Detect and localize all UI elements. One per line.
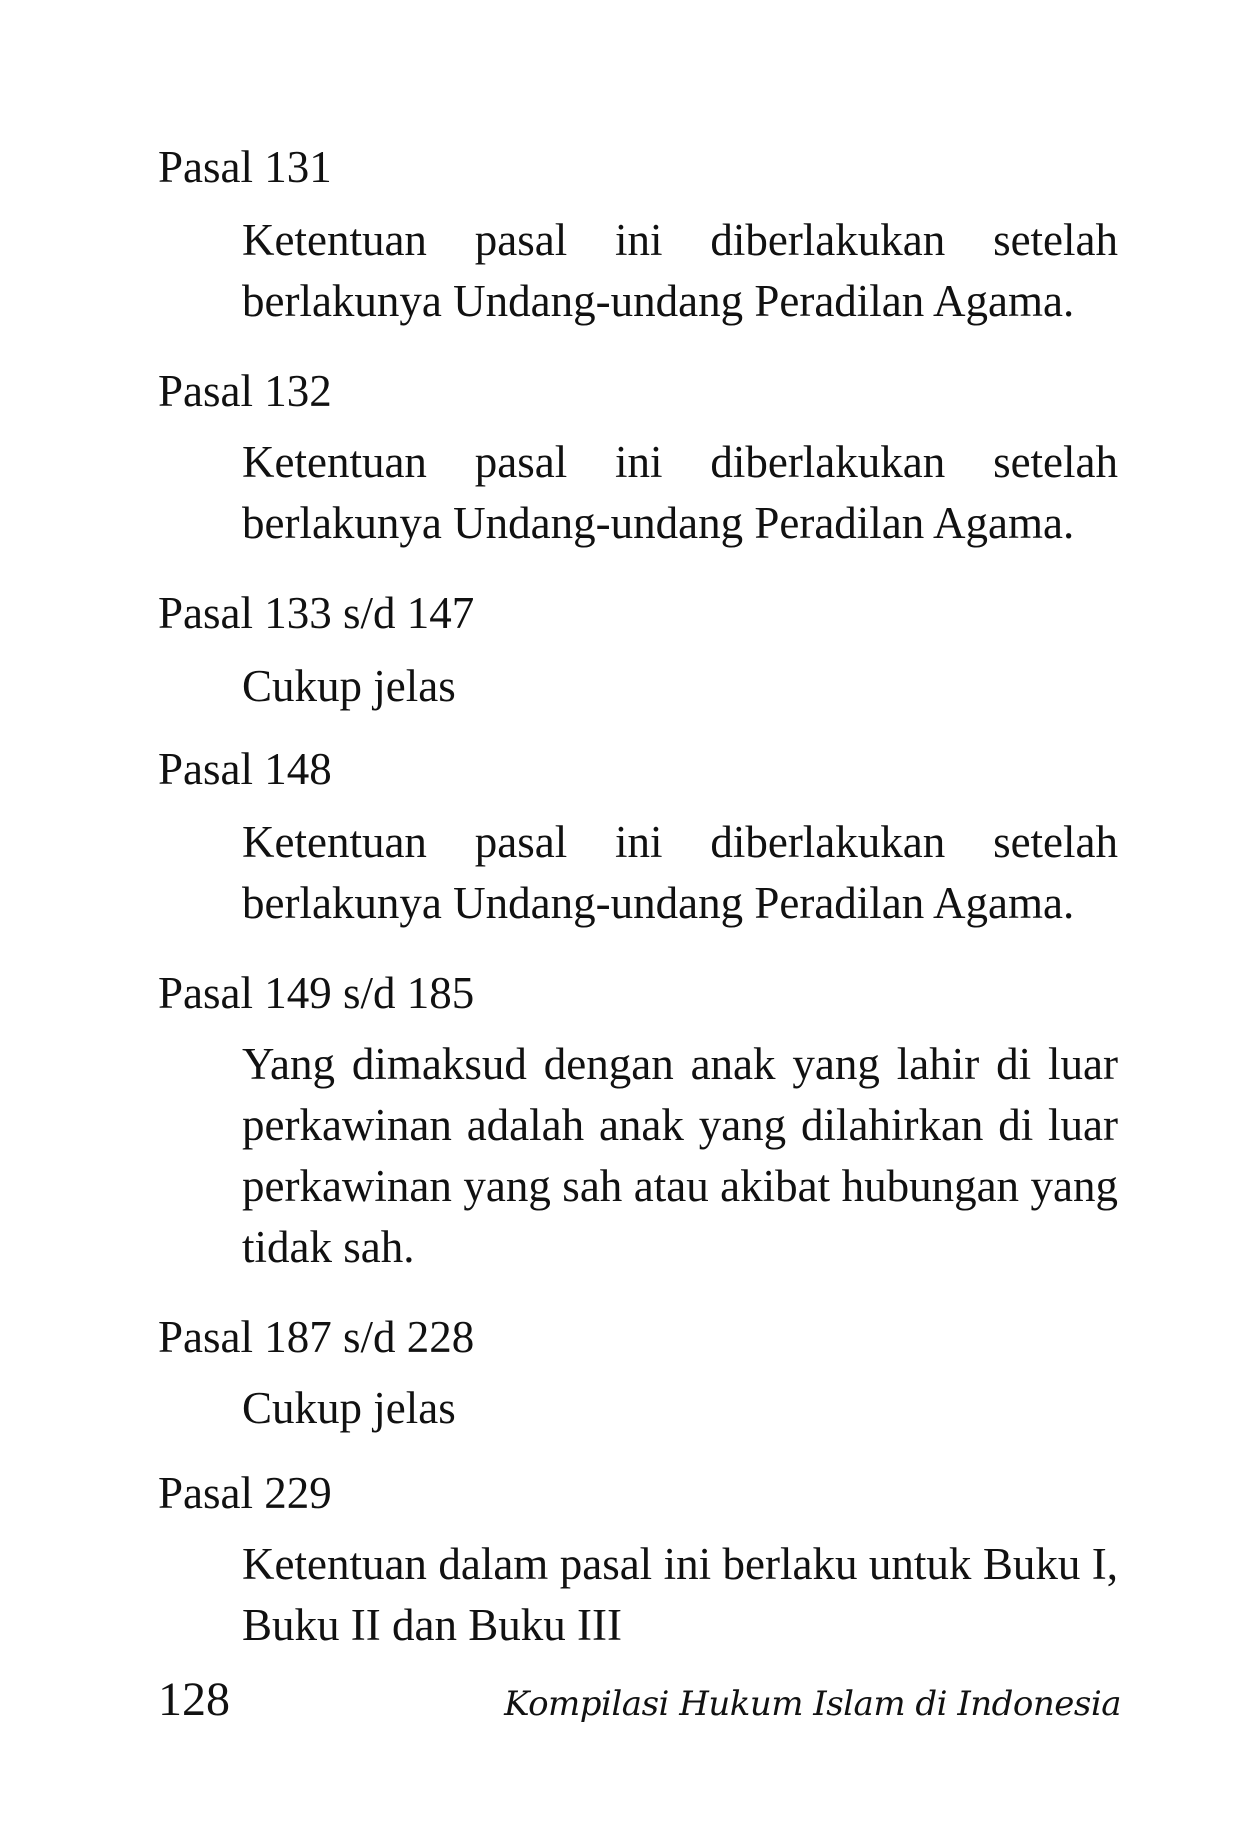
pasal-heading: Pasal 148 [158, 744, 332, 794]
pasal-heading: Pasal 133 s/d 147 [158, 588, 475, 638]
pasal-heading: Pasal 229 [158, 1468, 332, 1518]
pasal-body: Yang dimaksud dengan anak yang lahir di luar perkawinan adalah anak yang dilahirkan di luar perkawinan yang sah atau akibat hubungan yang tidak sah. [242, 1039, 1118, 1272]
pasal-heading: Pasal 149 s/d 185 [158, 968, 475, 1018]
pasal-body: Ketentuan pasal ini diberlakukan setelah berlakunya Undang-undang Peradilan Agama. [242, 817, 1118, 928]
pasal-heading: Pasal 187 s/d 228 [158, 1312, 475, 1362]
page-number: 128 [158, 1673, 230, 1726]
pasal-body: Ketentuan pasal ini diberlakukan setelah berlakunya Undang-undang Peradilan Agama. [242, 215, 1118, 326]
pasal-body: Cukup jelas [242, 1383, 456, 1433]
book-title-footer: Kompilasi Hukum Islam di Indonesia [504, 1684, 1121, 1724]
pasal-heading: Pasal 132 [158, 366, 332, 416]
pasal-heading: Pasal 131 [158, 142, 332, 192]
pasal-body: Cukup jelas [242, 661, 456, 711]
pasal-body: Ketentuan pasal ini diberlakukan setelah berlakunya Undang-undang Peradilan Agama. [242, 437, 1118, 548]
pasal-body: Ketentuan dalam pasal ini berlaku untuk Buku I, Buku II dan Buku III [242, 1539, 1118, 1650]
